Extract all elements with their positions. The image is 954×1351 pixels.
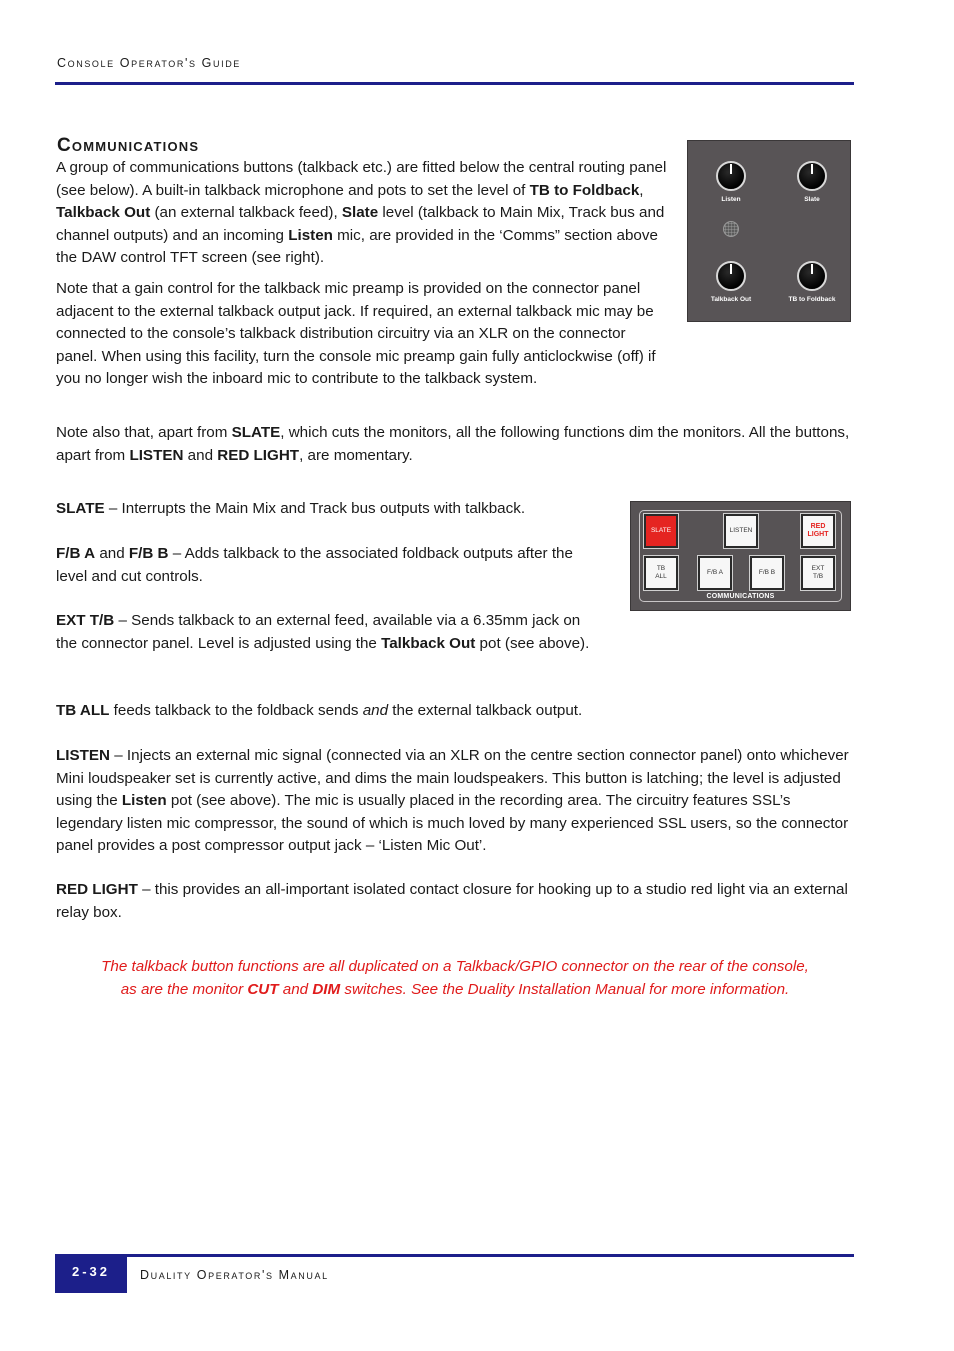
knob-label: Listen bbox=[721, 196, 741, 203]
note-text: as are the monitor bbox=[120, 980, 248, 998]
talkback-out-knob bbox=[701, 261, 761, 303]
note-term-dim: DIM bbox=[312, 980, 341, 998]
button-label: TB bbox=[656, 565, 666, 572]
knob-label: Talkback Out bbox=[710, 296, 752, 303]
definition-text: feeds talkback to the foldback sends bbox=[109, 702, 363, 719]
caption-text: COMMUNICATIONS bbox=[704, 593, 778, 600]
definition-listen bbox=[56, 745, 854, 858]
term-talkback-out: Talkback Out bbox=[56, 204, 151, 221]
header-rule bbox=[55, 82, 854, 85]
tb-to-foldback-knob bbox=[782, 261, 842, 303]
button-label: EXT bbox=[811, 565, 825, 572]
intro-p1-text: (an external talkback feed), bbox=[150, 204, 342, 221]
note-line-2 bbox=[56, 979, 854, 1002]
button-label: T/B bbox=[812, 573, 824, 580]
definition-term: F/B A bbox=[56, 545, 96, 562]
listen-button: LISTEN bbox=[724, 514, 758, 548]
button-label: ALL bbox=[655, 573, 667, 580]
definition-text: – this provides an all-important isolated contact closure for hooking up to a studio red light via an external relay box. bbox=[56, 881, 848, 921]
comms-button-panel bbox=[630, 501, 851, 611]
fb-b-button: F/B B bbox=[750, 556, 784, 590]
knob-icon bbox=[716, 161, 746, 191]
slate-knob bbox=[782, 161, 842, 203]
listen-knob bbox=[701, 161, 761, 203]
term-tb-to-foldback: TB to Foldback bbox=[529, 181, 640, 199]
knob-icon bbox=[797, 261, 827, 291]
tb-all-button bbox=[644, 556, 678, 590]
term-slate: Slate bbox=[341, 204, 379, 221]
definition-tb-all bbox=[56, 700, 854, 723]
definition-text: pot (see above). The mic is usually placed in the recording area. The circuitry features SSL’s legendary listen mic compressor, the sound of which is much loved by many experienced SSL users, so the connector panel provides a post compressor output jack – ‘Listen Mic Out’. bbox=[56, 792, 849, 854]
definition-term: EXT T/B bbox=[56, 612, 115, 629]
definition-term: LISTEN bbox=[56, 747, 111, 764]
knob-label: Slate bbox=[804, 196, 820, 203]
intro-p1-text: mic, are provided in the ‘Comms” section above the DAW control TFT screen (see right). bbox=[56, 226, 658, 266]
microphone-icon bbox=[723, 221, 739, 237]
term-listen: Listen bbox=[288, 226, 333, 244]
definition-text: – Adds talkback to the associated foldback outputs after the level and cut controls. bbox=[56, 545, 573, 585]
intro-p1-text: , bbox=[639, 181, 644, 199]
red-note bbox=[56, 956, 854, 1001]
intro-paragraph-2 bbox=[56, 278, 668, 391]
intro-paragraph-1 bbox=[56, 157, 668, 270]
slate-button: SLATE bbox=[644, 514, 678, 548]
intro-p3-text: Note also that, apart from bbox=[56, 424, 232, 441]
definition-text: – Sends talkback to an external feed, available via a 6.35mm jack on the connector panel. Level is adjusted using the bbox=[56, 612, 581, 652]
definition-text: the external talkback output. bbox=[388, 702, 583, 719]
definition-emphasis: and bbox=[362, 702, 389, 719]
intro-p3-text: , which cuts the monitors, all the following functions dim the monitors. All the buttons, apart from bbox=[56, 424, 850, 464]
definition-text: – Injects an external mic signal (connected via an XLR on the centre section connector panel) onto whichever Mini loudspeaker set is currently active, and dims the main loudspeakers. This button is latching; the level is adjusted using the bbox=[56, 747, 849, 809]
definition-term: F/B B bbox=[128, 545, 169, 562]
comms-caption bbox=[631, 593, 850, 600]
definition-text: – Interrupts the Main Mix and Track bus outputs with talkback. bbox=[104, 500, 526, 517]
definition-red-light bbox=[56, 879, 854, 924]
note-line-1: The talkback button functions are all duplicated on a Talkback/GPIO connector on the rear of the console, bbox=[101, 958, 809, 975]
footer-rule bbox=[55, 1254, 854, 1257]
term-listen: LISTEN bbox=[129, 446, 184, 464]
definition-term: SLATE bbox=[56, 500, 105, 517]
intro-p3-text: , are momentary. bbox=[299, 446, 413, 464]
button-label: LIGHT bbox=[807, 531, 829, 538]
section-title: Communications bbox=[57, 135, 200, 156]
term-red-light: RED LIGHT bbox=[217, 446, 300, 464]
definition-term: RED LIGHT bbox=[56, 881, 138, 898]
running-header: Console Operator's Guide bbox=[57, 56, 241, 70]
note-text: switches. See the Duality Installation Manual for more information. bbox=[340, 980, 790, 998]
definition-ext-tb bbox=[56, 610, 604, 655]
page-number: 2-32 bbox=[55, 1257, 127, 1293]
term-slate: SLATE bbox=[231, 424, 281, 441]
knob-icon bbox=[716, 261, 746, 291]
footer-title: Duality Operator's Manual bbox=[140, 1268, 329, 1282]
comms-pot-panel bbox=[687, 140, 851, 322]
definition-fb bbox=[56, 543, 596, 588]
knob-icon bbox=[797, 161, 827, 191]
ext-tb-button bbox=[801, 556, 835, 590]
knob-label: TB to Foldback bbox=[788, 296, 836, 303]
intro-p1-text: level (talkback to Main Mix, Track bus and channel outputs) and an incoming bbox=[56, 204, 665, 244]
fb-a-button: F/B A bbox=[698, 556, 732, 590]
intro-paragraph-3 bbox=[56, 422, 854, 467]
definition-text: pot (see above). bbox=[475, 634, 590, 652]
definition-text: and bbox=[95, 545, 129, 562]
term-listen: Listen bbox=[121, 792, 167, 809]
button-label: RED bbox=[810, 523, 826, 530]
intro-p1-text: A group of communications buttons (talkback etc.) are fitted below the central routing panel (see below). A built-in talkback microphone and pots to set the level of bbox=[56, 159, 667, 199]
definition-term: TB ALL bbox=[56, 702, 110, 719]
intro-p2-text: Note that a gain control for the talkback mic preamp is provided on the connector panel adjacent to the external talkback output jack. If required, an external talkback mic may be connected to the console’s talkback distribution circuitry via an XLR on the connector panel. When using this facility, turn the console mic preamp gain fully anticlockwise (off) if you no longer wish the inboard mic to contribute to the talkback system. bbox=[56, 280, 656, 387]
note-text: and bbox=[278, 980, 313, 998]
definition-slate bbox=[56, 498, 616, 521]
note-term-cut: CUT bbox=[247, 980, 279, 998]
red-light-button bbox=[801, 514, 835, 548]
term-talkback-out: Talkback Out bbox=[381, 634, 476, 652]
intro-p3-text: and bbox=[183, 446, 218, 464]
